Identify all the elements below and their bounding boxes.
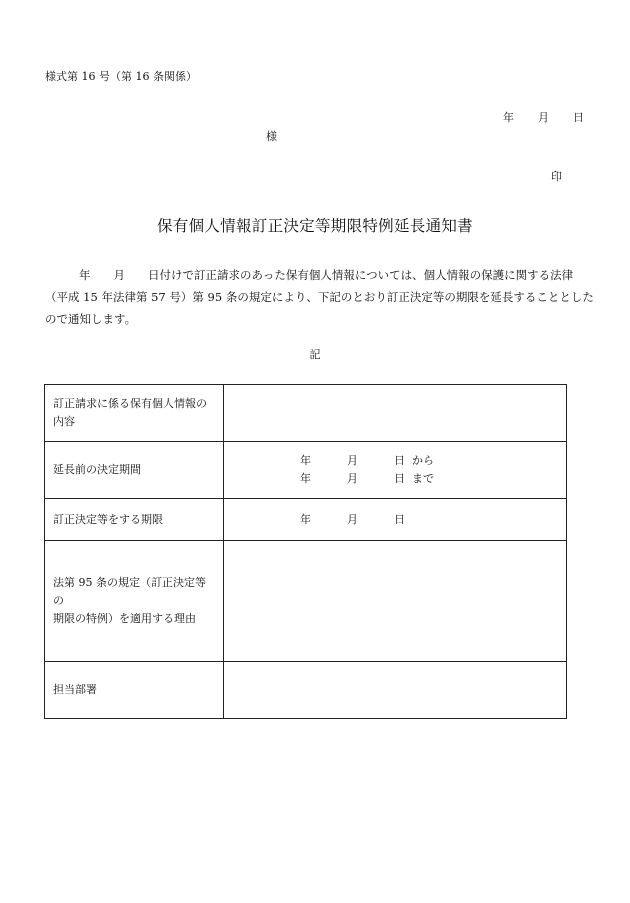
prior-period-label: 延長前の決定期間	[45, 442, 224, 499]
content-label-line-2: 内容	[53, 415, 75, 428]
deadline-date	[232, 511, 558, 529]
content-label	[45, 385, 224, 442]
department-label: 担当部署	[45, 662, 224, 719]
content-label-line-1: 訂正請求に係る保有個人情報の	[53, 397, 207, 410]
reason-label	[45, 541, 224, 662]
deadline-day-label: 日	[394, 512, 405, 526]
table-row-prior-period	[45, 442, 567, 499]
body-line-1: 年 月 日付けで訂正請求のあった保有個人情報については、個人情報の保護に関する法律	[79, 268, 574, 282]
reason-label-line-2: 期限の特例）を適用する理由	[53, 612, 196, 625]
deadline-value-cell[interactable]	[224, 499, 567, 541]
deadline-month-label: 月	[347, 512, 358, 526]
table-row-department	[45, 662, 567, 719]
from-day-label: 日	[394, 454, 405, 467]
prior-period-value-cell[interactable]	[224, 442, 567, 499]
department-value-cell[interactable]	[224, 662, 567, 719]
body-line-3: ので通知します。	[45, 312, 137, 326]
to-month-label: 月	[347, 472, 358, 485]
date-day-label: 日	[573, 111, 584, 124]
table-row-content	[45, 385, 567, 442]
date-month-label: 月	[538, 111, 549, 124]
content-value-cell[interactable]	[224, 385, 567, 442]
to-day-label: 日	[394, 472, 405, 485]
date-year-label: 年	[503, 111, 514, 124]
from-year-label: 年	[300, 454, 311, 467]
form-number: 様式第 16 号（第 16 条関係）	[45, 70, 197, 83]
body-line-2: （平成 15 年法律第 57 号）第 95 条の規定により、下記のとおり訂正決定等の期限を延長することとした	[45, 290, 594, 304]
reason-label-line-1: 法第 95 条の規定（訂正決定等の	[53, 576, 206, 607]
table-row-deadline	[45, 499, 567, 541]
deadline-label: 訂正決定等をする期限	[45, 499, 224, 541]
detail-table	[44, 384, 567, 719]
date-line	[503, 109, 584, 125]
ki-heading: 記	[309, 348, 321, 361]
document-title: 保有個人情報訂正決定等期限特例延長通知書	[156, 217, 473, 235]
prior-period-to	[232, 470, 558, 488]
addressee-suffix: 様	[266, 130, 277, 143]
reason-value-cell[interactable]	[224, 541, 567, 662]
to-suffix: まで	[412, 472, 434, 485]
deadline-year-label: 年	[300, 512, 311, 526]
prior-period-from	[232, 452, 558, 470]
from-suffix: から	[412, 454, 434, 467]
to-year-label: 年	[300, 472, 311, 485]
seal-mark: 印	[551, 170, 562, 183]
from-month-label: 月	[347, 454, 358, 467]
table-row-reason	[45, 541, 567, 662]
body-paragraph	[45, 264, 594, 330]
